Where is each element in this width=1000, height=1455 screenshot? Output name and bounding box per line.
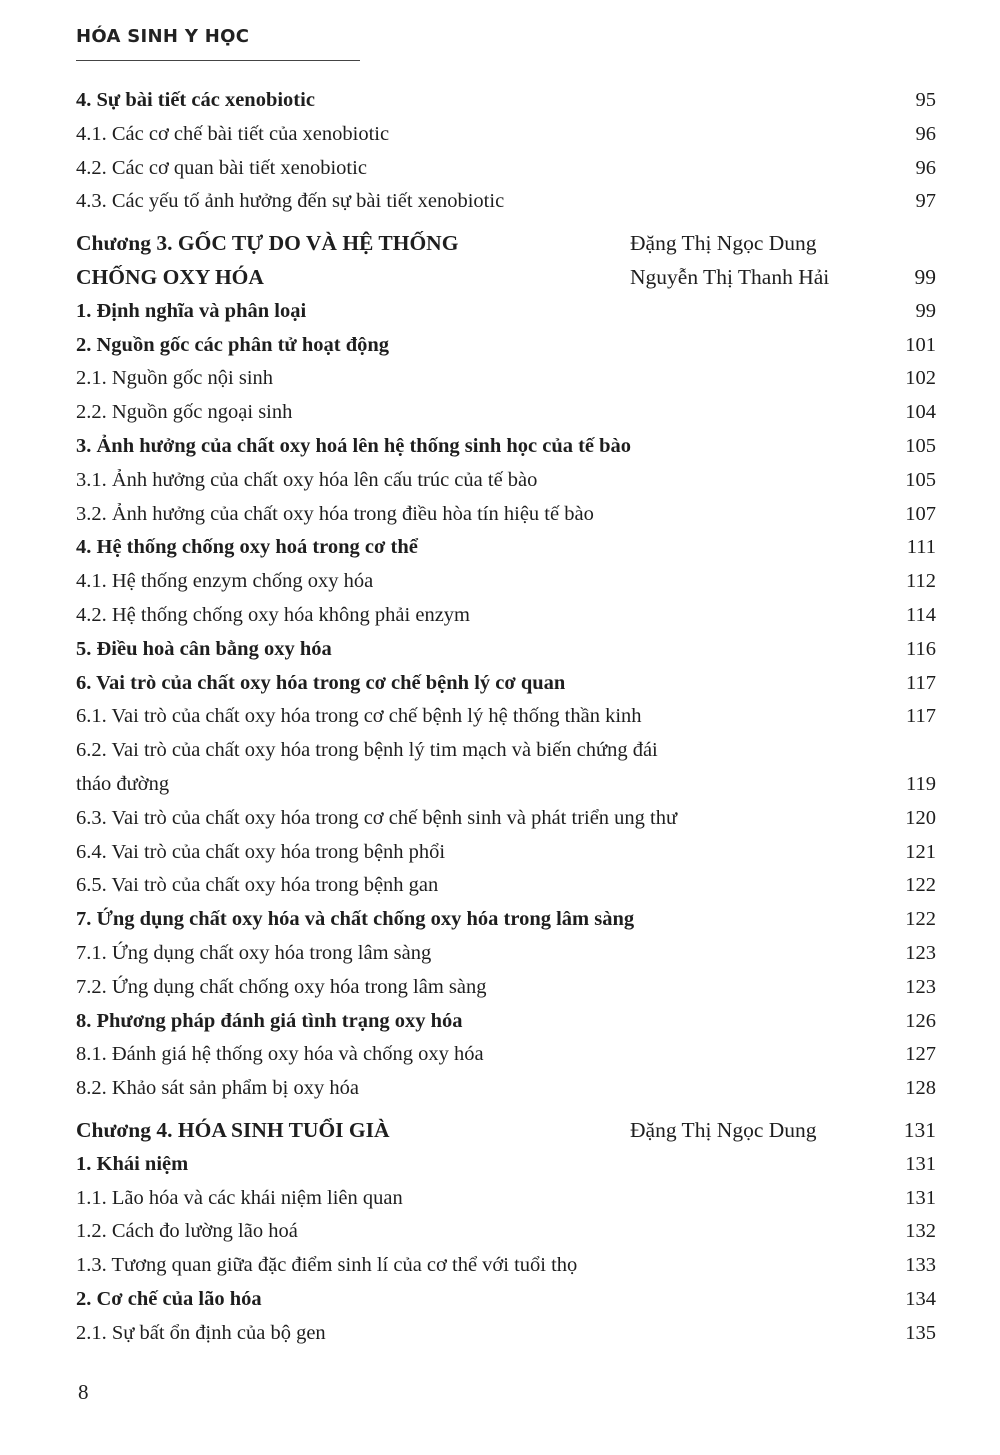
toc-title: 7.2. Ứng dụng chất chống oxy hóa trong lâm sàng	[76, 975, 487, 998]
toc-row	[76, 1215, 936, 1249]
toc-author: Đặng Thị Ngọc Dung	[630, 1117, 817, 1142]
toc-page-number: 122	[905, 908, 936, 931]
toc-page-number: 131	[905, 1152, 936, 1175]
toc-page-number: 131	[903, 1117, 936, 1142]
toc-page-number: 97	[915, 190, 936, 213]
toc-row	[76, 498, 936, 532]
toc-page-number: 117	[906, 705, 936, 728]
toc-page-number: 111	[906, 536, 936, 559]
toc-title: Chương 4. HÓA SINH TUỔI GIÀ	[76, 1117, 390, 1142]
toc-title: 2.2. Nguồn gốc ngoại sinh	[76, 401, 293, 424]
toc-page-number: 116	[906, 637, 936, 660]
toc-title: 5. Điều hoà cân bằng oxy hóa	[76, 637, 332, 660]
toc-page-number: 126	[905, 1009, 936, 1032]
toc-row	[76, 768, 936, 802]
page-number: 8	[78, 1380, 89, 1404]
toc-title: 4.3. Các yếu tố ảnh hưởng đến sự bài tiết xenobiotic	[76, 190, 505, 213]
toc-chapter-row	[76, 227, 936, 261]
toc-row	[76, 531, 936, 565]
toc-page-number: 102	[905, 367, 936, 390]
toc-title: 8.1. Đánh giá hệ thống oxy hóa và chống oxy hóa	[76, 1043, 484, 1066]
toc-row	[76, 836, 936, 870]
toc-page-number: 117	[906, 671, 936, 694]
toc-row	[76, 1249, 936, 1283]
toc-row	[76, 903, 936, 937]
toc-title: 2.1. Nguồn gốc nội sinh	[76, 367, 274, 390]
toc-row	[76, 700, 936, 734]
toc-page-number: 119	[906, 772, 936, 795]
toc-title: 6.5. Vai trò của chất oxy hóa trong bệnh gan	[76, 874, 439, 897]
toc-row	[76, 464, 936, 498]
toc-row	[76, 295, 936, 329]
table-of-contents	[76, 84, 936, 1350]
toc-row	[76, 1038, 936, 1072]
toc-title: 3.2. Ảnh hưởng của chất oxy hóa trong điều hòa tín hiệu tế bào	[76, 502, 594, 525]
toc-row	[76, 1317, 936, 1351]
toc-row	[76, 971, 936, 1005]
toc-title: 1.1. Lão hóa và các khái niệm liên quan	[76, 1186, 403, 1209]
toc-page-number: 99	[915, 299, 936, 322]
toc-row	[76, 1283, 936, 1317]
toc-page-number: 95	[915, 89, 936, 111]
toc-title: 1.2. Cách đo lường lão hoá	[76, 1220, 298, 1243]
toc-title: 3. Ảnh hưởng của chất oxy hoá lên hệ thống sinh học của tế bào	[76, 434, 632, 457]
toc-row	[76, 633, 936, 667]
toc-page-number: 96	[915, 122, 936, 145]
toc-row	[76, 84, 936, 118]
toc-row	[76, 869, 936, 903]
toc-title: 4.1. Hệ thống enzym chống oxy hóa	[76, 570, 374, 593]
toc-page-number: 133	[905, 1254, 936, 1277]
toc-page-number: 107	[905, 502, 936, 525]
toc-row	[76, 1005, 936, 1039]
toc-page-number: 123	[905, 975, 936, 998]
toc-page-number: 112	[906, 570, 936, 593]
toc-page-number: 134	[905, 1287, 936, 1310]
toc-row	[76, 667, 936, 701]
toc-page-number: 101	[905, 333, 936, 356]
toc-row	[76, 430, 936, 464]
toc-title: 6. Vai trò của chất oxy hóa trong cơ chế bệnh lý cơ quan	[76, 671, 566, 694]
toc-title: 1. Khái niệm	[76, 1152, 189, 1175]
running-header: HÓA SINH Y HỌC	[76, 26, 250, 47]
toc-title: 1. Định nghĩa và phân loại	[76, 299, 307, 322]
toc-page-number: 96	[915, 156, 936, 179]
toc-title: 4.2. Hệ thống chống oxy hóa không phải enzym	[76, 603, 470, 626]
toc-row	[76, 118, 936, 152]
toc-page-number: 99	[914, 264, 936, 289]
toc-page-number: 128	[905, 1077, 936, 1100]
toc-title: 4.2. Các cơ quan bài tiết xenobiotic	[76, 156, 367, 179]
toc-row	[76, 565, 936, 599]
toc-title: 6.1. Vai trò của chất oxy hóa trong cơ chế bệnh lý hệ thống thần kinh	[76, 705, 642, 728]
header-rule	[76, 60, 360, 61]
toc-page-number: 127	[905, 1043, 936, 1066]
toc-row	[76, 734, 936, 768]
toc-page-number: 121	[905, 840, 936, 863]
toc-row	[76, 362, 936, 396]
toc-row	[76, 937, 936, 971]
toc-title: 4. Hệ thống chống oxy hoá trong cơ thể	[76, 536, 418, 559]
toc-author: Đặng Thị Ngọc Dung	[630, 231, 817, 256]
toc-title: 2. Cơ chế của lão hóa	[76, 1287, 262, 1310]
toc-title: 4.1. Các cơ chế bài tiết của xenobiotic	[76, 122, 390, 145]
toc-page-number: 123	[905, 941, 936, 964]
toc-chapter-row	[76, 261, 936, 295]
toc-title: CHỐNG OXY HÓA	[76, 264, 264, 289]
toc-chapter-row	[76, 1114, 936, 1148]
toc-title: 7.1. Ứng dụng chất oxy hóa trong lâm sàng	[76, 941, 432, 964]
toc-row	[76, 599, 936, 633]
toc-page-number: 122	[905, 874, 936, 897]
toc-row	[76, 802, 936, 836]
toc-title: 8.2. Khảo sát sản phẩm bị oxy hóa	[76, 1077, 359, 1100]
toc-title: 7. Ứng dụng chất oxy hóa và chất chống oxy hóa trong lâm sàng	[76, 908, 635, 931]
toc-author: Nguyễn Thị Thanh Hải	[630, 264, 830, 289]
toc-title: 6.2. Vai trò của chất oxy hóa trong bệnh lý tim mạch và biến chứng đái	[76, 739, 658, 762]
toc-title: Chương 3. GỐC TỰ DO VÀ HỆ THỐNG	[76, 231, 459, 256]
toc-row	[76, 1148, 936, 1182]
toc-title: 2. Nguồn gốc các phân tử hoạt động	[76, 333, 390, 356]
toc-title: 2.1. Sự bất ổn định của bộ gen	[76, 1321, 326, 1344]
toc-row	[76, 396, 936, 430]
toc-row	[76, 1182, 936, 1216]
toc-title: 6.4. Vai trò của chất oxy hóa trong bệnh phổi	[76, 840, 446, 863]
toc-page-number: 132	[905, 1220, 936, 1243]
toc-row	[76, 329, 936, 363]
toc-title: 6.3. Vai trò của chất oxy hóa trong cơ chế bệnh sinh và phát triển ung thư	[76, 806, 678, 829]
toc-page-number: 105	[905, 434, 936, 457]
toc-title: 1.3. Tương quan giữa đặc điểm sinh lí của cơ thể với tuổi thọ	[76, 1254, 578, 1277]
toc-page-number: 131	[905, 1186, 936, 1209]
toc-row	[76, 152, 936, 186]
toc-title: tháo đường	[76, 772, 170, 795]
toc-page-number: 105	[905, 468, 936, 491]
toc-title: 3.1. Ảnh hưởng của chất oxy hóa lên cấu trúc của tế bào	[76, 468, 538, 491]
toc-page-number: 135	[905, 1321, 936, 1344]
toc-row	[76, 185, 936, 219]
toc-title: 8. Phương pháp đánh giá tình trạng oxy hóa	[76, 1009, 463, 1032]
toc-page-number: 104	[905, 401, 936, 424]
toc-row	[76, 1072, 936, 1106]
toc-page-number: 120	[905, 806, 936, 829]
toc-title: 4. Sự bài tiết các xenobiotic	[76, 89, 315, 111]
toc-page-number: 114	[906, 603, 936, 626]
